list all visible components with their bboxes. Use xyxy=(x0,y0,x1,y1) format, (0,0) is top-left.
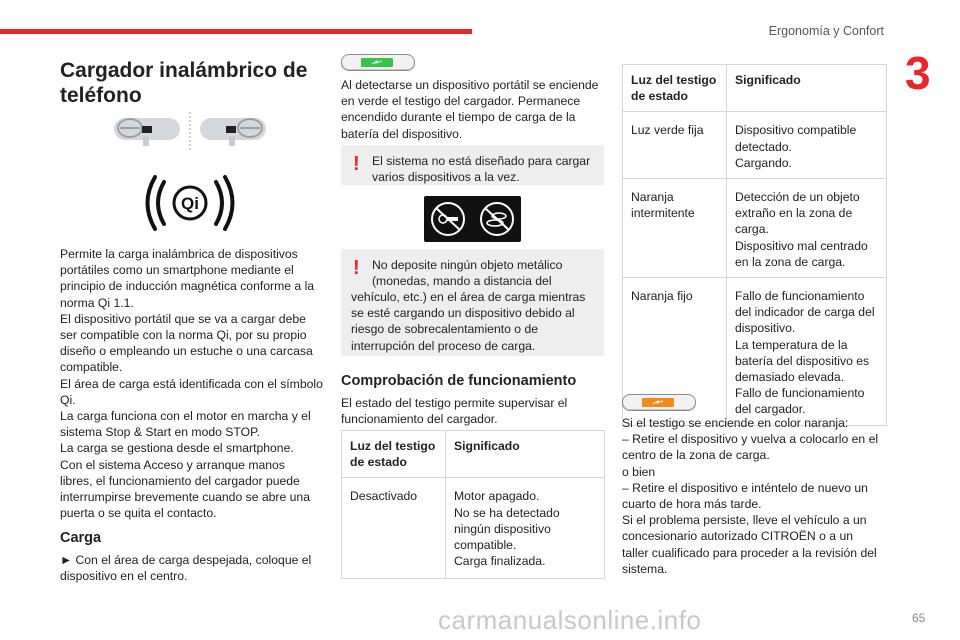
table-cell-meaning: Motor apagado. No se ha detectado ningún dispositivo compatible. Carga finalizada. xyxy=(446,478,605,579)
warning-text-first: No deposite ningún objeto metálico (monedas, mando a distancia del xyxy=(372,258,563,289)
status-table-1 xyxy=(341,430,605,579)
carga-text: ► Con el área de carga despejada, coloque el dispositivo en el centro. xyxy=(60,553,312,584)
table-cell-meaning: Dispositivo compatible detectado. Cargando. xyxy=(727,112,887,179)
status-table-2 xyxy=(622,64,887,426)
header-bar xyxy=(0,29,472,34)
green-indicator-led xyxy=(361,58,393,67)
table-cell-state: Desactivado xyxy=(342,478,446,579)
table-header-row xyxy=(623,65,887,112)
watermark: carmanualsonline.info xyxy=(438,605,702,635)
table-header-row xyxy=(342,431,605,478)
qi-label: Qi xyxy=(181,194,199,213)
table-cell-state: Naranja fijo xyxy=(623,278,727,426)
warning-exclamation-icon: ! xyxy=(353,257,360,279)
table-cell-meaning: Detección de un objeto extraño en la zona de carga. Dispositivo mal centrado en la zona de carga. xyxy=(727,179,887,278)
charger-indicator-icon xyxy=(341,54,415,71)
warning-box-metal-objects xyxy=(341,249,604,356)
table-row xyxy=(623,179,887,278)
table-header-cell: Luz del testigo de estado xyxy=(623,65,727,112)
steering-wheel-icon xyxy=(114,118,180,146)
table-cell-state: Naranja intermitente xyxy=(623,179,727,278)
warning-text-rest: vehículo, etc.) en el área de carga mientras se esté cargando un dispositivo debido al riesgo de sobrecalentamiento o de interrupción del proceso de carga. xyxy=(351,290,586,353)
table-header-cell: Significado xyxy=(446,431,605,478)
detect-text: Al detectarse un dispositivo portátil se enciende en verde el testigo del cargador. Permanece encendido durante el tiempo de carga de la batería del dispositivo. xyxy=(341,78,599,141)
warning-text: El sistema no está diseñado para cargar varios dispositivos a la vez. xyxy=(372,154,591,185)
table-row xyxy=(623,112,887,179)
warning-box-multiple-devices xyxy=(341,145,604,185)
charger-indicator-icon xyxy=(622,394,696,411)
page-number: 65 xyxy=(912,611,926,625)
table-cell-meaning: Fallo de funcionamiento del indicador de carga del dispositivo. La temperatura de la batería del dispositivo es demasiado elevada. Fallo de funcionamiento del cargador. xyxy=(727,278,887,426)
qi-wireless-icon xyxy=(142,172,238,234)
warning-exclamation-icon: ! xyxy=(353,153,360,175)
intro-text: Permite la carga inalámbrica de dispositivos portátiles como un smartphone mediante el principio de inducción magnética conforme a la norma Qi 1.1. El dispositivo portátil que se va a cargar debe ser compatible con la norma Qi, por su propio diseño o empleando un estuche o una carcasa compatible. El área de carga está identificada con el símbolo Qi. La carga funciona con el motor en marcha y el sistema Stop & Start en modo STOP. La carga se gestiona desde el smartphone. Con el sistema Acceso y arranque manos libres, el funcionamiento del cargador puede interrumpirse brevemente cuando se abre una puerta o se quita el contacto. xyxy=(60,247,323,521)
orange-indicator-led xyxy=(642,398,674,407)
table-cell-state: Luz verde fija xyxy=(623,112,727,179)
prohibited-objects-illustration xyxy=(424,196,521,242)
chapter-number: 3 xyxy=(905,47,931,99)
check-text: El estado del testigo permite supervisar el funcionamiento del cargador. xyxy=(341,396,568,427)
carga-heading: Carga xyxy=(60,530,102,546)
check-heading: Comprobación de funcionamiento xyxy=(341,373,577,389)
table-row xyxy=(342,478,605,579)
steering-wheel-illustration xyxy=(112,112,284,152)
table-header-cell: Significado xyxy=(727,65,887,112)
steering-wheel-icon xyxy=(200,118,266,146)
page-title: Cargador inalámbrico de teléfono xyxy=(60,59,308,107)
section-title: Ergonomía y Confort xyxy=(768,24,884,38)
orange-light-text: Si el testigo se enciende en color naranja: – Retire el dispositivo y vuelva a colocarlo en el centro de la zona de carga. o bien – Retire el dispositivo e inténtelo de nuevo un cuarto de hora más tarde. Si el problema persiste, lleve el vehículo a un concesionario autorizado CITROËN o a un taller cualificado para proceder a la revisión del sistema. xyxy=(622,416,879,576)
table-header-cell: Luz del testigo de estado xyxy=(342,431,446,478)
